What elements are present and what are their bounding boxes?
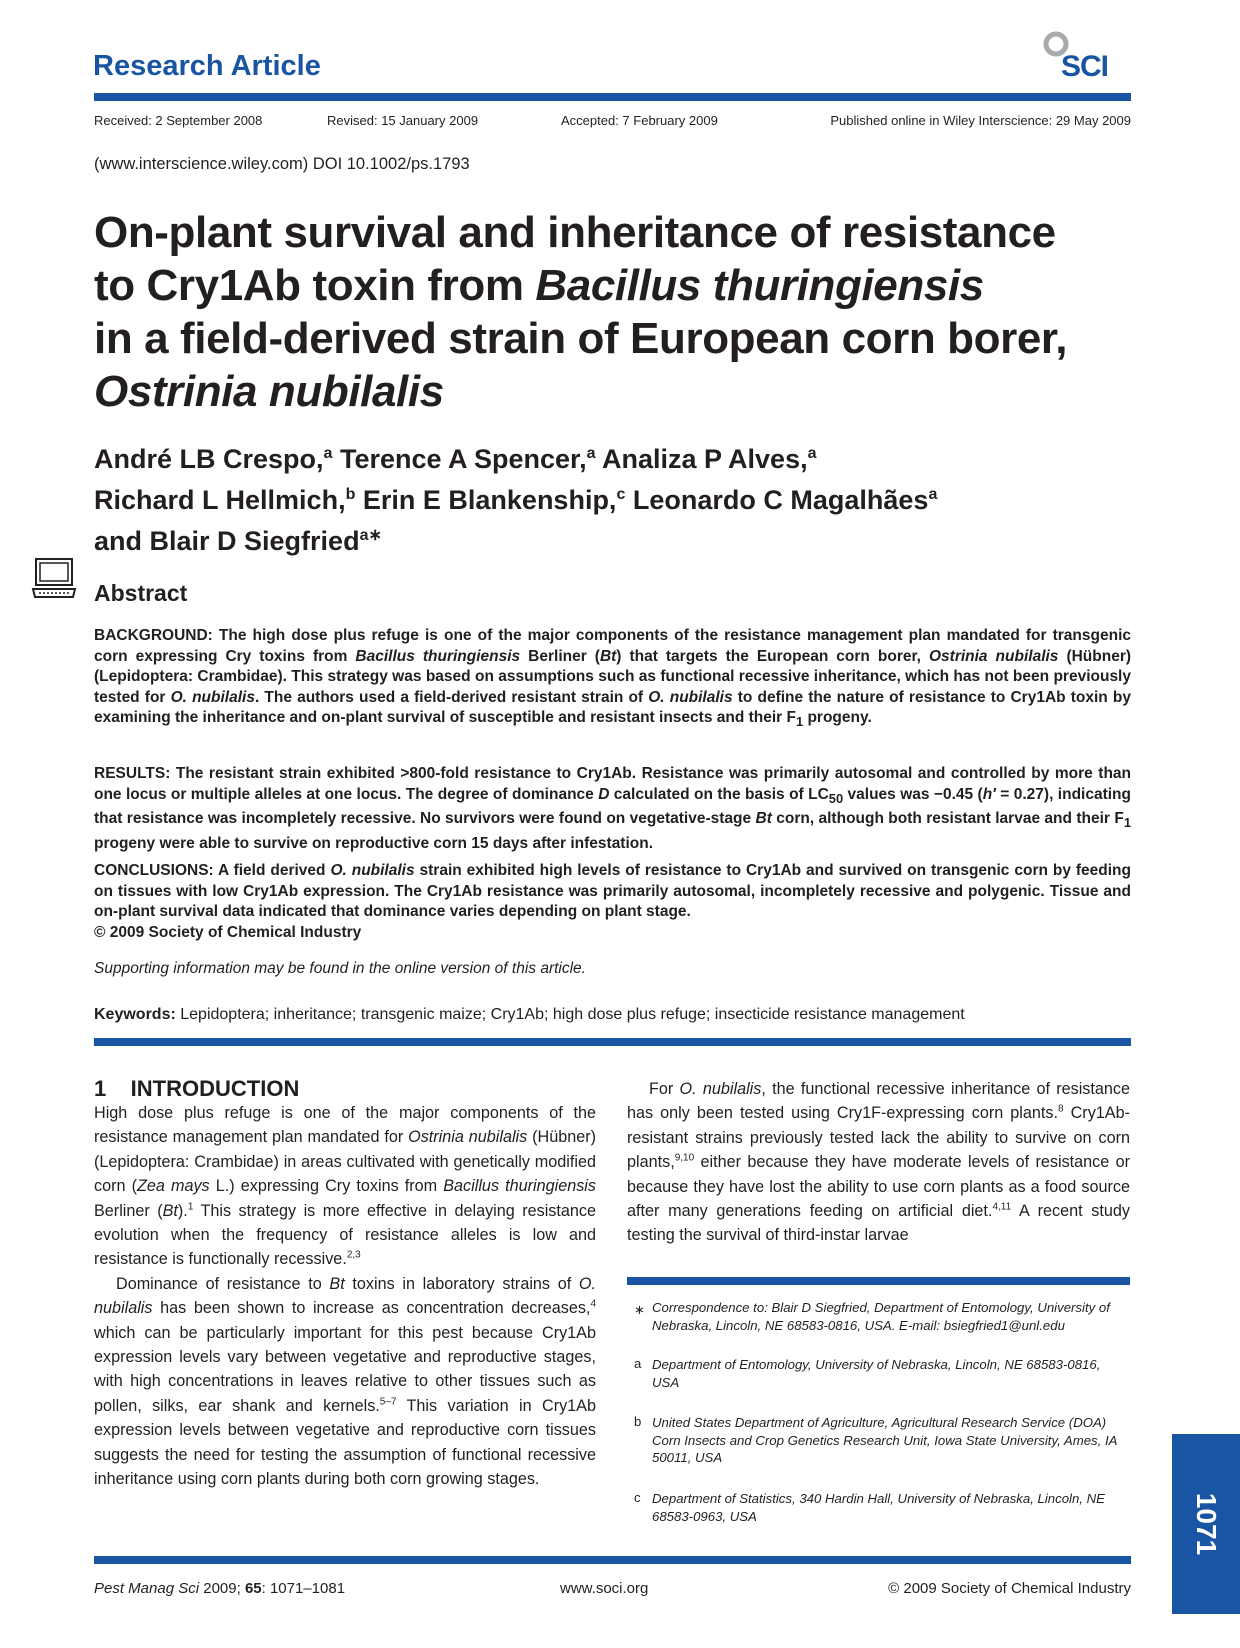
page-number: 1071 [1191, 1492, 1222, 1556]
supporting-information-note: Supporting information may be found in the online version of this article. [94, 960, 586, 977]
published-date: Published online in Wiley Interscience: 29 May 2009 [830, 113, 1131, 128]
footnote-affiliation-a: Department of Entomology, University of Nebraska, Lincoln, NE 68583-0816, USA [652, 1357, 1101, 1390]
intro-paragraph-1: High dose plus refuge is one of the major components of the resistance management plan mandated for Ostrinia nubilalis (Hübner) (Lepidoptera: Crambidae) in areas cultivated with genetically modified corn (Zea mays L.) expressing Cry toxins from Bacillus thuringiensis Berliner (Bt).$^1$ This strategy is more effective in delaying resistance evolution when the frequency of resistance alleles is low and resistance is functionally recessive.$^{2,3}$ [94, 1104, 597, 1269]
footnote-affiliation-c: Department of Statistics, 340 Hardin Hall, University of Nebraska, Lincoln, NE 68583-0963, USA [652, 1491, 1105, 1524]
abstract-conclusions: CONCLUSIONS: A field derived O. nubilalis strain exhibited high levels of resistance to Cry1Ab and survived on transgenic corn by feeding on tissues with low Cry1Ab expression. The Cry1Ab resistance was primarily autosomal, incompletely recessive and polygenic. Tissue and on-plant survival data indicated that dominance varies depending on plant stage. © 2009 Society of Chemical Industry [94, 862, 1131, 941]
title-line-1: On-plant survival and inheritance of resistance [94, 208, 1056, 257]
title-line-2: to Cry1Ab toxin from Bacillus thuringiensis [94, 261, 984, 310]
keywords-rule [94, 1038, 1131, 1046]
journal-website[interactable]: www.soci.org [560, 1580, 649, 1597]
title-line-3: in a field-derived strain of European corn borer, [94, 314, 1068, 363]
intro-right-column [627, 1077, 1130, 1248]
article-title [94, 206, 1154, 418]
intro-left-column [94, 1101, 596, 1492]
sci-logo-text: SCI [1061, 50, 1109, 83]
sci-logo [1040, 30, 1120, 82]
section-label: Research Article [93, 50, 321, 82]
footnote-b-mark: b [634, 1414, 642, 1429]
footnote-rule [627, 1277, 1130, 1285]
header-rule [94, 93, 1131, 101]
author-list: André LB Crespo,$^a$ Terence A Spencer,$^a$ Analiza P Alves,$^a$ Richard L Hellmich,$^b$ Erin E Blankenship,$^c$ Leonardo C Magalhães$^a$ and Blair D Siegfried$^{a∗}$ [94, 444, 938, 556]
keywords: Keywords: Lepidoptera; inheritance; transgenic maize; Cry1Ab; high dose plus refuge; insecticide resistance management [94, 1006, 965, 1023]
footnote-correspondence: Correspondence to: Blair D Siegfried, Department of Entomology, University of Nebraska, Lincoln, NE 68583-0816, USA. E-mail: bsiegfried1@unl.edu [652, 1300, 1110, 1333]
abstract-results: RESULTS: The resistant strain exhibited >800-fold resistance to Cry1Ab. Resistance was primarily autosomal and controlled by more than one locus or multiple alleles at one locus. The degree of dominance D calculated on the basis of $LC_{50}$ values was −0.45 (h′ = 0.27), indicating that resistance was incompletely recessive. No survivors were found on vegetative-stage Bt corn, although both resistant larvae and their $F_1$ progeny were able to survive on reproductive corn 15 days after infestation. [94, 765, 1131, 852]
title-line-4: Ostrinia nubilalis [94, 367, 444, 416]
doi[interactable]: (www.interscience.wiley.com) DOI 10.1002/ps.1793 [94, 155, 470, 173]
intro-paragraph-2: Dominance of resistance to Bt toxins in laboratory strains of O. nubilalis has been shown to increase as concentration decreases,$^4$ which can be particularly important for this pest because Cry1Ab expression levels vary between vegetative and reproductive stages, with high concentrations in leaves relative to other tissues such as pollen, silks, ear shank and kernels.$^{5-7}$ This variation in Cry1Ab expression levels between vegetative and reproductive corn tissues suggests the need for testing the assumption of functional recessive inheritance using corn plants during both corn growing stages. [94, 1274, 596, 1489]
abstract-heading: Abstract [94, 580, 188, 606]
footnote-affiliation-b: United States Department of Agriculture, Agricultural Research Service (DOA) Corn Insects and Crop Genetics Research Unit, Iowa State University, Ames, IA 50011, USA [652, 1415, 1117, 1465]
abstract-copyright: © 2009 Society of Chemical Industry [94, 923, 362, 941]
online-material-icon [31, 557, 77, 601]
intro-paragraph-3: For O. nubilalis, the functional recessive inheritance of resistance has only been tested using Cry1F-expressing corn plants.$^8$ Cry1Ab-resistant strains previously tested lack the ability to survive on corn plants,$^{9,10}$ either because they have moderate levels of resistance or because they have lost the ability to use corn plants as a food source after many generations feeding on artificial diet.$^{4,11}$ A recent study testing the survival of third-instar larvae [627, 1080, 1130, 1245]
footnote-c-mark: c [634, 1490, 641, 1505]
footnote-star-mark: ∗ [634, 1302, 646, 1317]
revised-date: Revised: 15 January 2009 [327, 113, 479, 128]
received-date: Received: 2 September 2008 [94, 113, 263, 128]
accepted-date: Accepted: 7 February 2009 [561, 113, 718, 128]
footer-copyright: © 2009 Society of Chemical Industry [888, 1580, 1131, 1597]
abstract-background: BACKGROUND: The high dose plus refuge is one of the major components of the resistance management plan mandated for transgenic corn expressing Cry toxins from Bacillus thuringiensis Berliner (Bt) that targets the European corn borer, Ostrinia nubilalis (Hübner) (Lepidoptera: Crambidae). This strategy was based on assumptions such as functional recessive inheritance, which has not been previously tested for O. nubilalis. The authors used a field-derived resistant strain of O. nubilalis to define the nature of resistance to Cry1Ab toxin by examining the inheritance and on-plant survival of susceptible and resistant insects and their $F_1$ progeny. [94, 627, 1132, 730]
footnote-a-mark: a [634, 1356, 642, 1371]
footer-rule [94, 1556, 1131, 1564]
introduction-heading: 1 INTRODUCTION [94, 1076, 300, 1101]
journal-citation: Pest Manag Sci 2009; 65: 1071–1081 [94, 1580, 346, 1597]
